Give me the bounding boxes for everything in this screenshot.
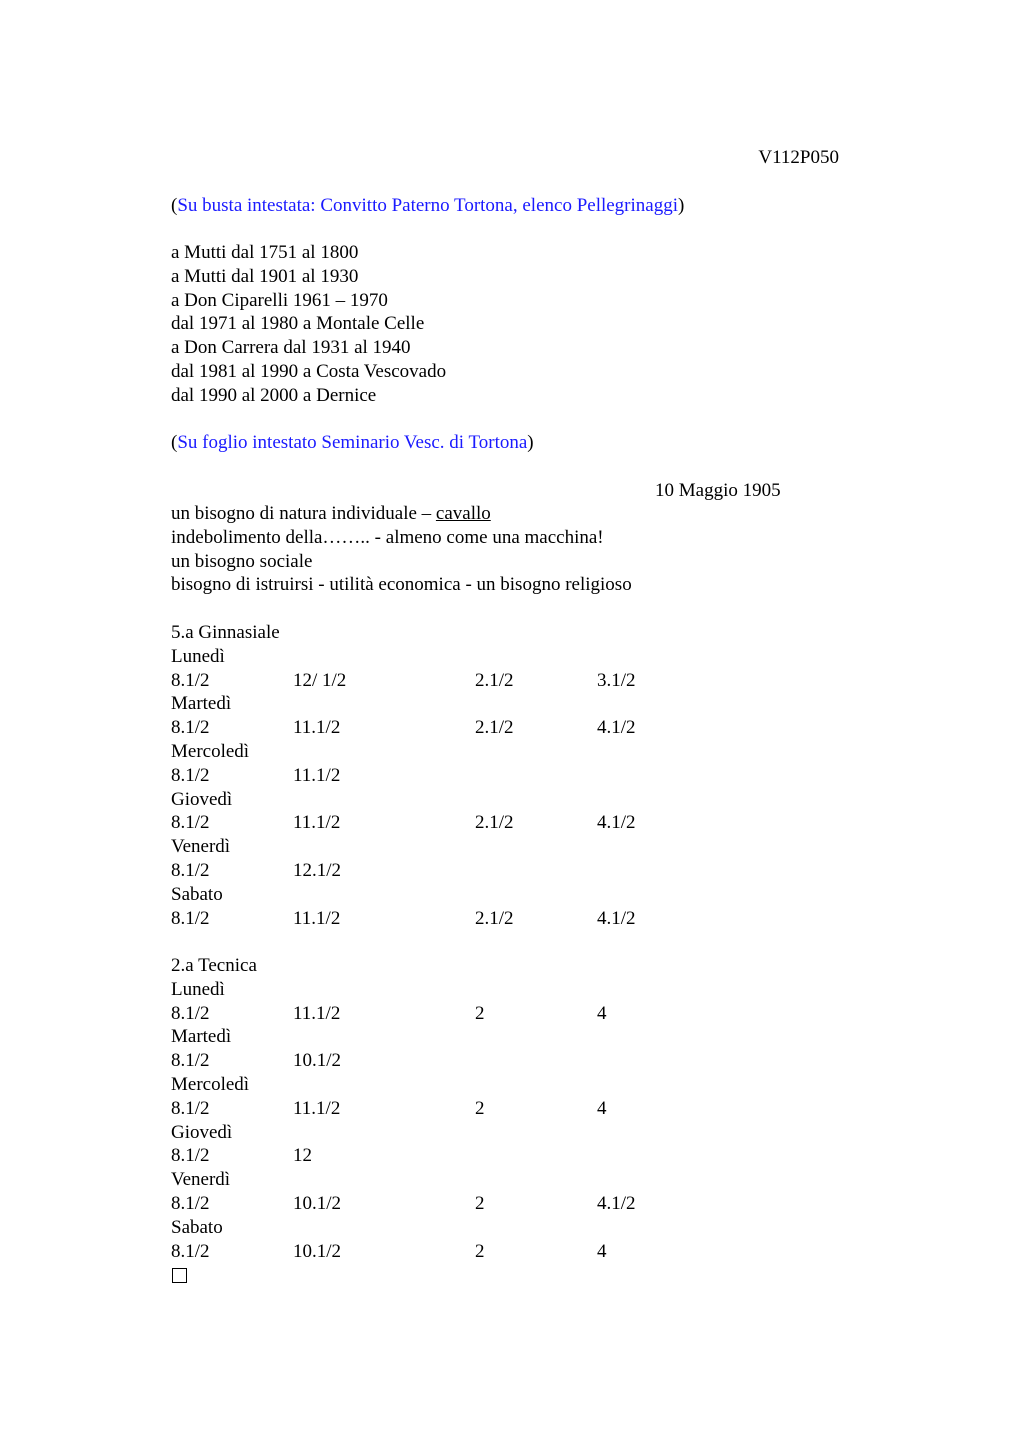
time-cell: 11.1/2: [293, 1002, 341, 1024]
list-item: dal 1971 al 1980 a Montale Celle: [171, 313, 425, 335]
paren-close: ): [678, 195, 685, 216]
seminary-note: [171, 431, 534, 455]
time-row: [171, 764, 341, 788]
time-row: [171, 1097, 607, 1121]
schedule-ginnasiale: [171, 621, 636, 930]
day-label: Sabato: [171, 883, 223, 905]
time-cell: 12/ 1/2: [293, 669, 347, 691]
list-item: a Don Carrera dal 1931 al 1940: [171, 337, 411, 359]
time-cell: 2.1/2: [475, 907, 514, 929]
time-cell: 10.1/2: [293, 1192, 342, 1214]
time-cell: 2: [475, 1240, 485, 1262]
time-cell: 8.1/2: [171, 907, 210, 929]
time-cell: 8.1/2: [171, 1002, 210, 1024]
list-item: a Don Ciparelli 1961 – 1970: [171, 289, 388, 311]
time-cell: 8.1/2: [171, 1145, 210, 1167]
paren-open: (: [171, 195, 178, 216]
time-cell: 8.1/2: [171, 1240, 210, 1262]
envelope-note-text: Su busta intestata: Convitto Paterno Tortona, elenco Pellegrinaggi: [177, 195, 678, 216]
time-cell: 11.1/2: [293, 764, 341, 786]
day-label: Mercoledì: [171, 740, 250, 762]
envelope-note: [171, 194, 684, 218]
time-cell: 11.1/2: [293, 907, 341, 929]
schedule-title: 5.a Ginnasiale: [171, 622, 280, 643]
letter-date: 10 Maggio 1905: [655, 480, 781, 501]
paren-close: ): [527, 432, 534, 453]
day-label: Martedì: [171, 1026, 232, 1048]
day-label: Giovedì: [171, 788, 233, 810]
time-cell: 4.1/2: [597, 812, 636, 834]
time-cell: 2.1/2: [475, 812, 514, 834]
time-row: [171, 1002, 607, 1026]
time-cell: 4: [597, 1002, 607, 1024]
seminary-note-text: Su foglio intestato Seminario Vesc. di Tortona: [177, 432, 528, 453]
time-cell: 8.1/2: [171, 717, 210, 739]
time-cell: 10.1/2: [293, 1050, 342, 1072]
checkbox-square-icon: [172, 1268, 187, 1283]
time-cell: 4.1/2: [597, 717, 636, 739]
time-cell: 2: [475, 1002, 485, 1024]
needs-notes: [171, 502, 632, 597]
note-line: un bisogno di natura individuale – cavallo: [171, 503, 491, 524]
day-label: Martedì: [171, 693, 232, 715]
time-cell: 4.1/2: [597, 907, 636, 929]
schedule-tecnica: [171, 954, 636, 1287]
time-cell: 8.1/2: [171, 1050, 210, 1072]
time-cell: 8.1/2: [171, 1192, 210, 1214]
time-cell: 11.1/2: [293, 717, 341, 739]
time-row: [171, 669, 636, 693]
list-item: dal 1981 al 1990 a Costa Vescovado: [171, 360, 447, 382]
day-label: Giovedì: [171, 1121, 233, 1143]
pilgrimage-list: [171, 241, 446, 408]
day-label: Mercoledì: [171, 1073, 250, 1095]
day-label: Lunedì: [171, 978, 225, 1000]
day-label: Lunedì: [171, 645, 225, 667]
day-label: Venerdì: [171, 1169, 231, 1191]
time-cell: 2: [475, 1192, 485, 1214]
time-cell: 2.1/2: [475, 669, 514, 691]
time-cell: 8.1/2: [171, 859, 210, 881]
time-row: [171, 811, 636, 835]
time-cell: 10.1/2: [293, 1240, 342, 1262]
time-cell: 12: [293, 1145, 312, 1167]
time-cell: 8.1/2: [171, 669, 210, 691]
time-cell: 11.1/2: [293, 1097, 341, 1119]
time-cell: 11.1/2: [293, 812, 341, 834]
note-line: bisogno di istruirsi - utilità economica - un bisogno religioso: [171, 574, 632, 596]
time-cell: 8.1/2: [171, 812, 210, 834]
time-cell: 2: [475, 1097, 485, 1119]
day-label: Sabato: [171, 1216, 223, 1238]
time-row: [171, 859, 342, 883]
time-cell: 4.1/2: [597, 1192, 636, 1214]
page-id: V112P050: [758, 147, 839, 168]
day-label: Venerdì: [171, 836, 231, 858]
time-cell: 12.1/2: [293, 859, 342, 881]
time-row: [171, 907, 636, 931]
paren-open: (: [171, 432, 178, 453]
time-cell: 8.1/2: [171, 764, 210, 786]
time-row: [171, 1049, 342, 1073]
time-row: [171, 1240, 607, 1264]
underlined-word: cavallo: [435, 503, 491, 524]
time-cell: 2.1/2: [475, 717, 514, 739]
schedule-title: 2.a Tecnica: [171, 955, 257, 976]
time-row: [171, 1192, 636, 1216]
time-row: [171, 1144, 312, 1168]
list-item: a Mutti dal 1901 al 1930: [171, 265, 359, 287]
note-line: un bisogno sociale: [171, 550, 313, 572]
time-row: [171, 716, 636, 740]
time-cell: 4: [597, 1097, 607, 1119]
time-cell: 3.1/2: [597, 669, 636, 691]
note-line: indebolimento della…….. - almeno come una macchina!: [171, 526, 604, 548]
list-item: a Mutti dal 1751 al 1800: [171, 242, 359, 263]
list-item: dal 1990 al 2000 a Dernice: [171, 384, 377, 406]
time-cell: 8.1/2: [171, 1097, 210, 1119]
time-cell: 4: [597, 1240, 607, 1262]
